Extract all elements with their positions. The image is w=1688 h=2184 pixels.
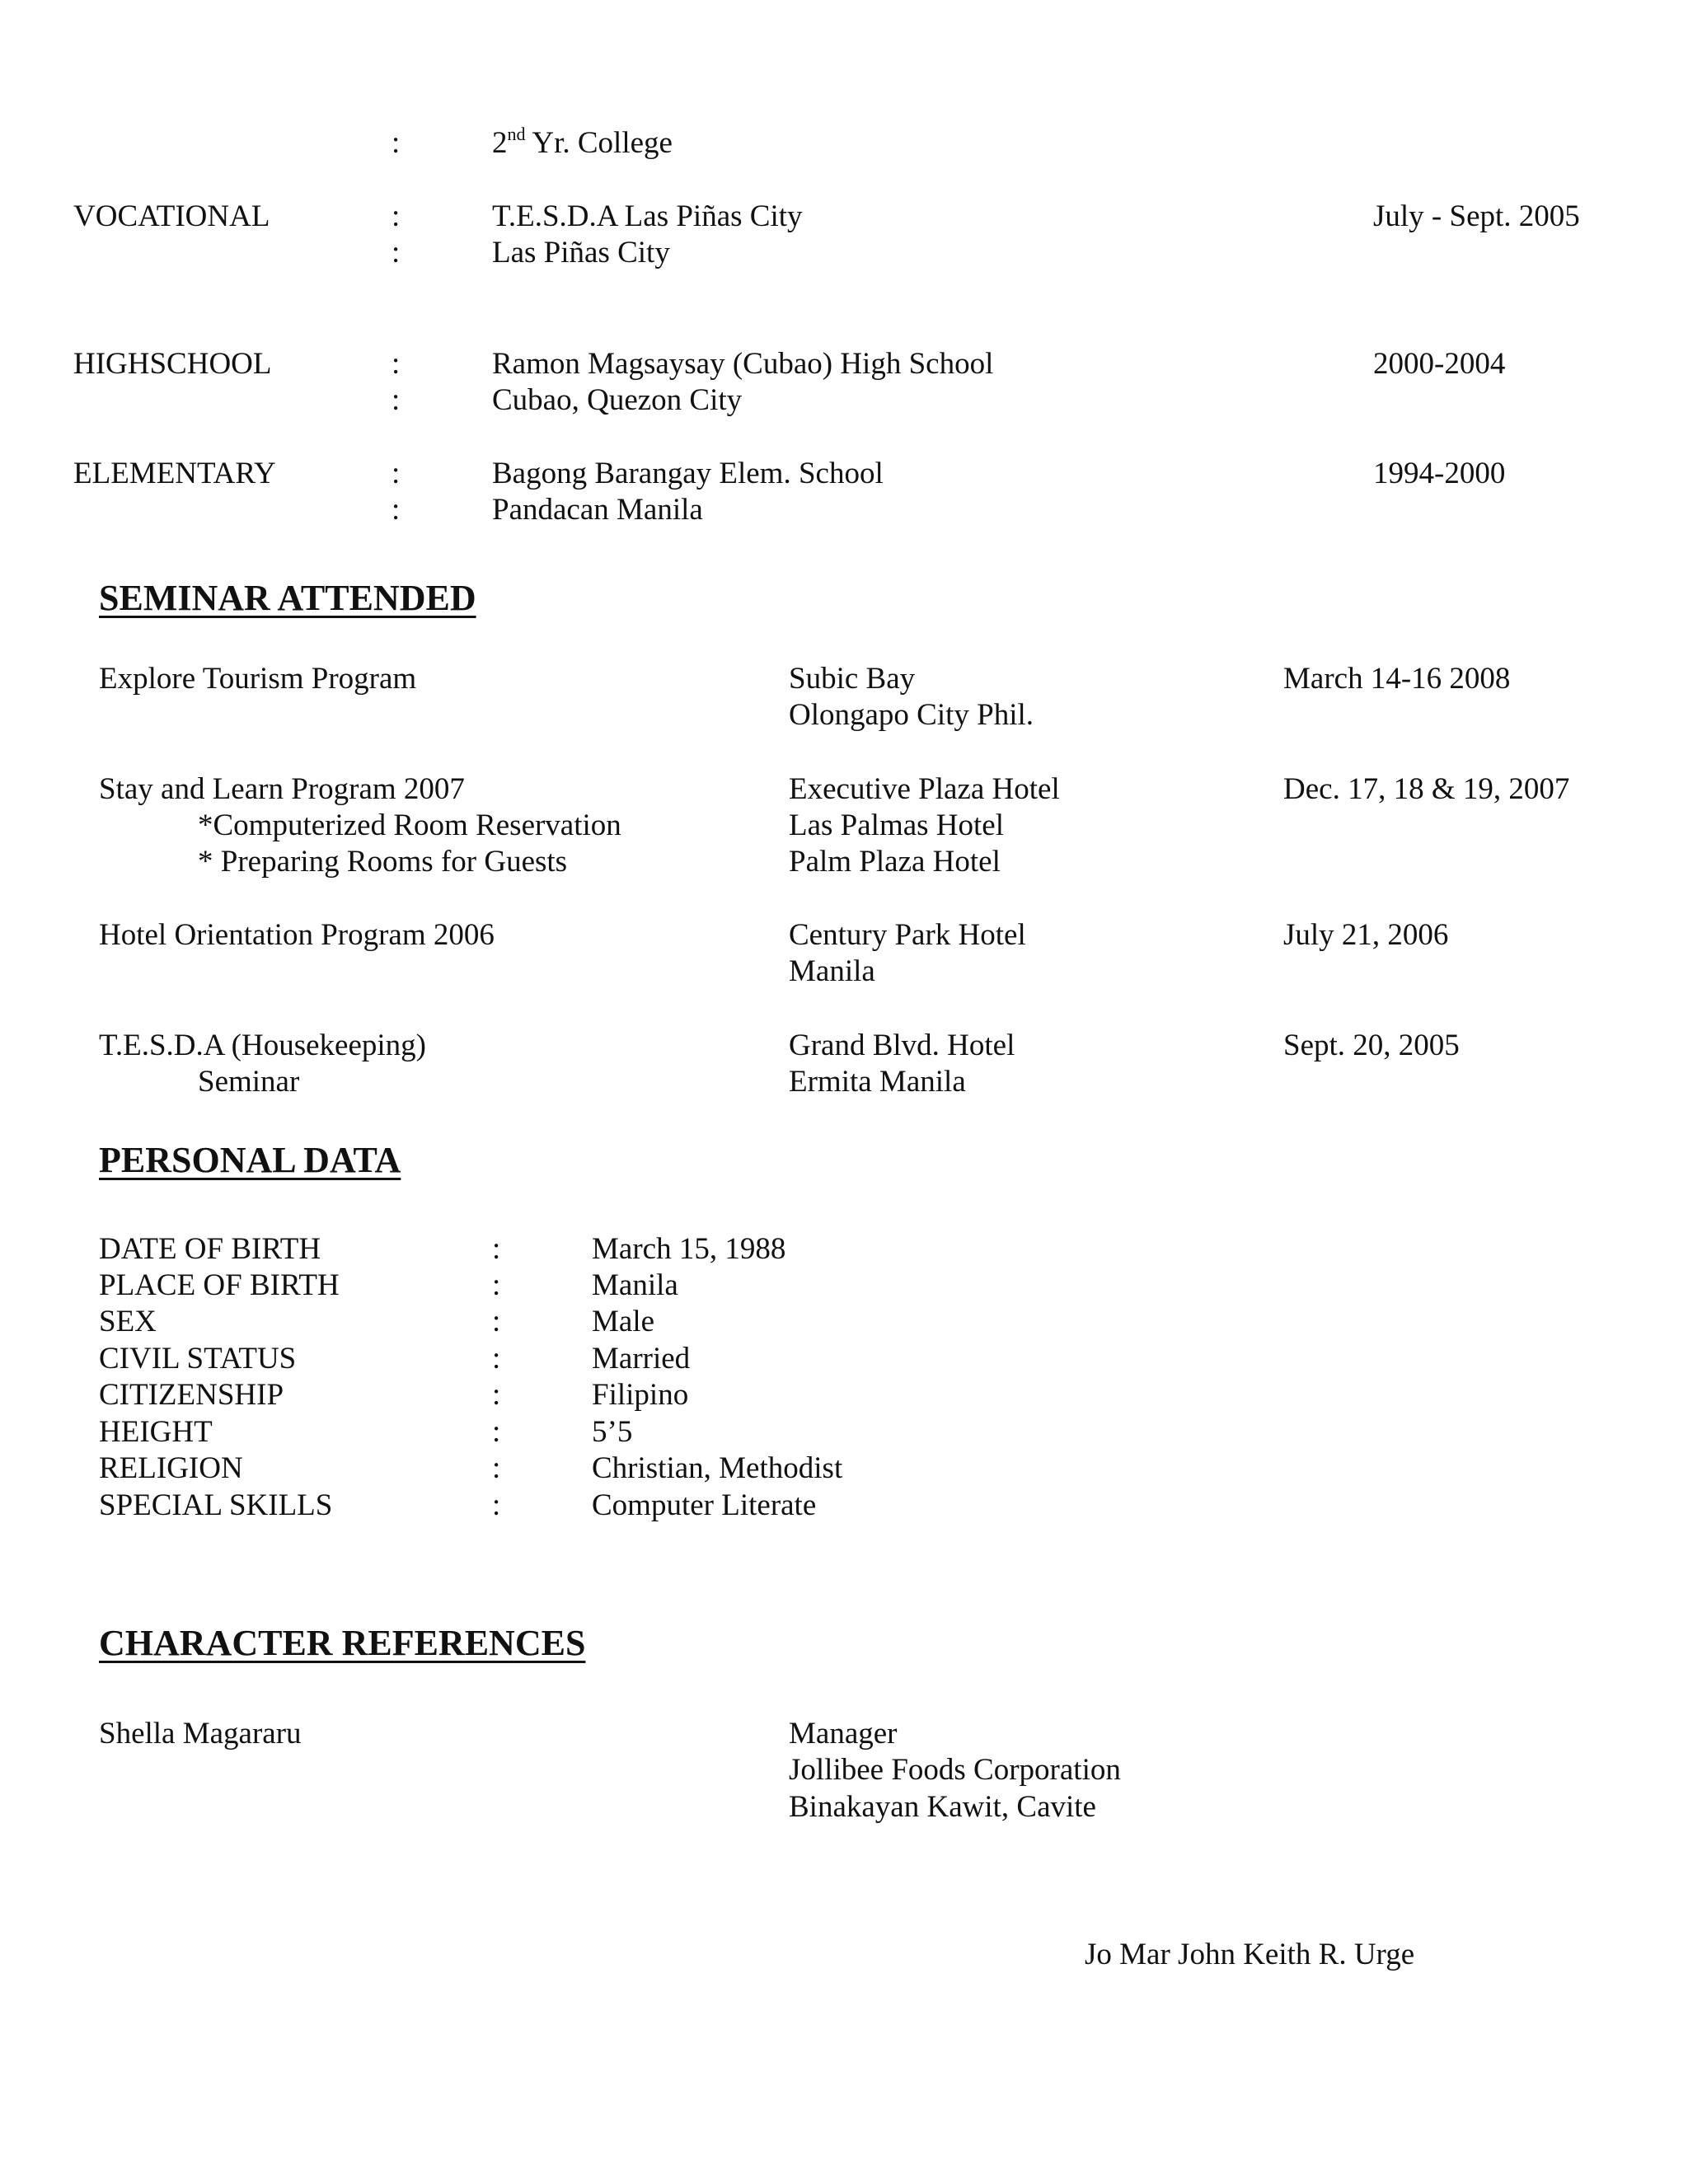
seminar-title: Stay and Learn Program 2007 [99, 772, 465, 806]
highschool-colon-2: : [392, 383, 401, 417]
highschool-colon: : [392, 347, 401, 381]
seminar-subitem: * Preparing Rooms for Guests [198, 845, 568, 879]
vocational-school: T.E.S.D.A Las Piñas City [492, 199, 803, 233]
seminar-venue: Grand Blvd. Hotel [789, 1029, 1015, 1062]
seminar-date: March 14-16 2008 [1283, 662, 1511, 696]
personal-colon: : [492, 1378, 501, 1412]
reference-address: Binakayan Kawit, Cavite [789, 1790, 1096, 1824]
seminar-title: Explore Tourism Program [99, 662, 417, 696]
seminar-subitem: *Computerized Room Reservation [198, 808, 621, 842]
personal-colon: : [492, 1488, 501, 1522]
seminar-venue: Subic Bay [789, 662, 916, 696]
seminar-date: July 21, 2006 [1283, 918, 1449, 952]
personal-value: Christian, Methodist [592, 1451, 843, 1485]
seminar-venue: Palm Plaza Hotel [789, 845, 1001, 879]
seminar-venue: Olongapo City Phil. [789, 698, 1034, 732]
highschool-label: HIGHSCHOOL [73, 347, 272, 381]
personal-label: DATE OF BIRTH [99, 1232, 321, 1266]
signature-name: Jo Mar John Keith R. Urge [1085, 1938, 1415, 1971]
elementary-school: Bagong Barangay Elem. School [492, 457, 884, 490]
personal-colon: : [492, 1268, 501, 1302]
references-heading: CHARACTER REFERENCES [99, 1623, 586, 1663]
elementary-colon: : [392, 457, 401, 490]
personal-colon: : [492, 1342, 501, 1376]
personal-label: CIVIL STATUS [99, 1342, 297, 1376]
personal-value: 5’5 [592, 1415, 633, 1449]
personal-colon: : [492, 1415, 501, 1449]
seminar-title: Hotel Orientation Program 2006 [99, 918, 495, 952]
highschool-date: 2000-2004 [1373, 347, 1506, 381]
vocational-colon-2: : [392, 236, 401, 269]
seminar-venue: Ermita Manila [789, 1065, 966, 1099]
vocational-location: Las Piñas City [492, 236, 670, 269]
vocational-date: July - Sept. 2005 [1373, 199, 1580, 233]
personal-label: RELIGION [99, 1451, 243, 1485]
personal-colon: : [492, 1305, 501, 1338]
personal-colon: : [492, 1451, 501, 1485]
highschool-location: Cubao, Quezon City [492, 383, 743, 417]
personal-value: March 15, 1988 [592, 1232, 786, 1266]
personal-label: SEX [99, 1305, 157, 1338]
seminar-date: Sept. 20, 2005 [1283, 1029, 1460, 1062]
elementary-colon-2: : [392, 493, 401, 527]
elementary-label: ELEMENTARY [73, 457, 276, 490]
personal-colon: : [492, 1232, 501, 1266]
seminar-heading: SEMINAR ATTENDED [99, 578, 476, 618]
seminar-title: T.E.S.D.A (Housekeeping) [99, 1029, 426, 1062]
personal-value: Manila [592, 1268, 678, 1302]
seminar-venue: Executive Plaza Hotel [789, 772, 1060, 806]
seminar-date: Dec. 17, 18 & 19, 2007 [1283, 772, 1570, 806]
reference-company: Jollibee Foods Corporation [789, 1753, 1121, 1787]
seminar-venue: Century Park Hotel [789, 918, 1026, 952]
personal-value: Computer Literate [592, 1488, 817, 1522]
personal-value: Male [592, 1305, 655, 1338]
personal-data-heading: PERSONAL DATA [99, 1140, 401, 1180]
vocational-colon: : [392, 199, 401, 233]
reference-name: Shella Magararu [99, 1717, 302, 1750]
college-colon: : [392, 126, 401, 160]
personal-label: PLACE OF BIRTH [99, 1268, 340, 1302]
college-level: 2nd Yr. College [492, 123, 673, 160]
personal-label: CITIZENSHIP [99, 1378, 284, 1412]
vocational-label: VOCATIONAL [73, 199, 270, 233]
elementary-date: 1994-2000 [1373, 457, 1506, 490]
personal-value: Filipino [592, 1378, 689, 1412]
personal-value: Married [592, 1342, 691, 1376]
highschool-school: Ramon Magsaysay (Cubao) High School [492, 347, 994, 381]
seminar-venue: Manila [789, 954, 875, 988]
personal-label: SPECIAL SKILLS [99, 1488, 333, 1522]
elementary-location: Pandacan Manila [492, 493, 703, 527]
personal-label: HEIGHT [99, 1415, 213, 1449]
reference-position: Manager [789, 1717, 898, 1750]
seminar-venue: Las Palmas Hotel [789, 808, 1005, 842]
seminar-subitem: Seminar [198, 1065, 300, 1099]
